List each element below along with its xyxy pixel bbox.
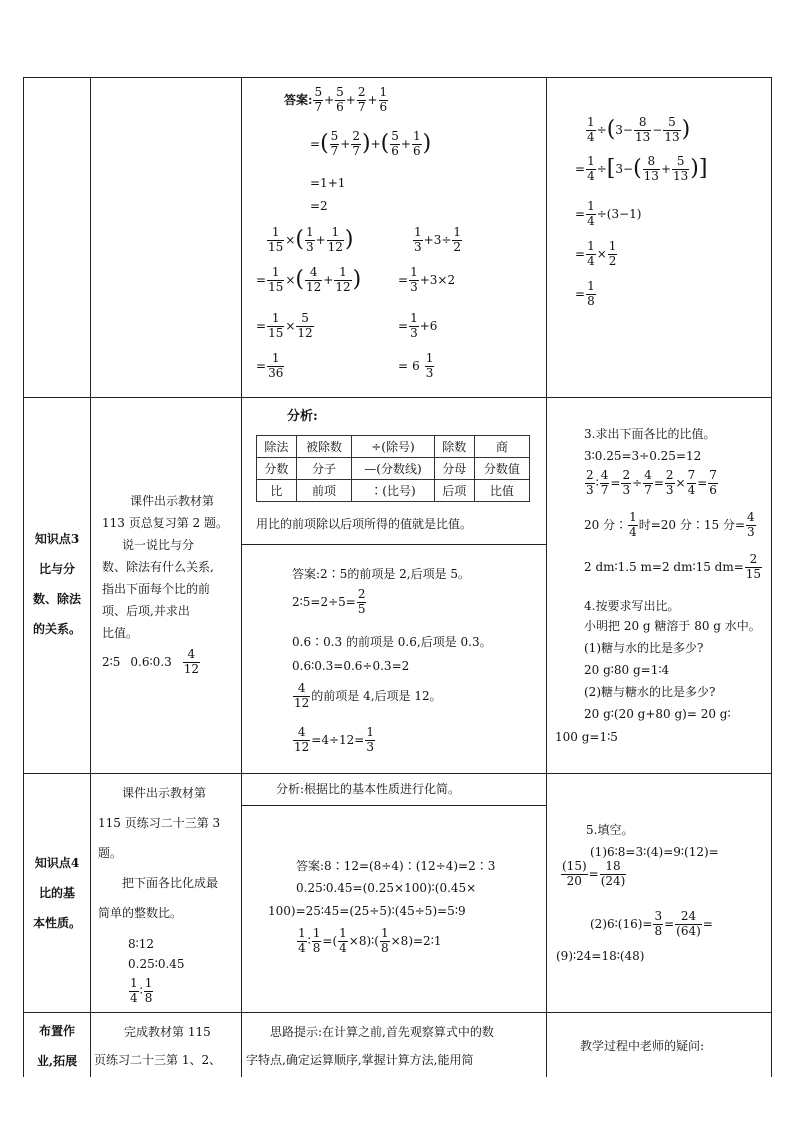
col-divider-1 — [90, 77, 91, 1077]
table-note: 用比的前项除以后项所得的值就是比值。 — [256, 517, 473, 531]
row2-answer-a1: 答案:2∶5的前项是 2,后项是 5。 — [292, 567, 471, 581]
row1-right-line2: = $\frac{1}{4}$ ÷ [ 3− ( $\frac{8}{13}$ + $\frac{5}{13}$ )] — [575, 154, 708, 183]
col-divider-3 — [546, 77, 547, 1077]
row2-right-title: 3.求出下面各比的比值。 — [584, 427, 716, 441]
row3-right-l3: (2)6∶(16)= $\frac{3}{8}$ = $\frac{24}{(64)}$ = — [590, 909, 713, 938]
row-divider-3 — [23, 1012, 772, 1013]
row3-ans3: 100)=25∶45=(25÷5)∶(45÷5)=5∶9 — [268, 904, 466, 918]
row2-analysis-label: 分析: — [287, 409, 318, 424]
row2-examples: 2∶5 0.6∶0.3 $\frac{4}{12}$ — [102, 647, 199, 676]
row1-right-line1: $\frac{1}{4}$ ÷ ( 3− $\frac{8}{13}$ − $\frac{5}{13}$ ) — [587, 115, 691, 144]
table-row: 分数 分子 —(分数线) 分母 分数值 — [257, 458, 530, 480]
row3-right-l4: (9)∶24=18∶(48) — [556, 949, 645, 963]
row-divider-2 — [23, 773, 772, 774]
row1-subB-line4: = 6 $\frac{1}{3}$ — [398, 351, 434, 380]
row-divider-1 — [23, 397, 772, 398]
row3-right-l2: $\frac{(15)}{20}$ = $\frac{18}{(24)}$ — [562, 859, 626, 888]
row2-right-p1: 小明把 20 g 糖溶于 80 g 水中。 — [584, 619, 761, 633]
row1-right-line5: = $\frac{1}{8}$ — [575, 279, 595, 308]
row3-item2: 0.25∶0.45 — [128, 957, 185, 971]
row2-right-r4: 2 dm∶1.5 m=2 dm∶15 dm= $\frac{2}{15}$ — [584, 552, 762, 581]
row2-answer-a2: 2∶5=2÷5= $\frac{2}{5}$ — [292, 587, 366, 616]
row1-subB-line3: = $\frac{1}{3}$ +6 — [398, 311, 438, 340]
row1-right-line3: = $\frac{1}{4}$ ÷(3−1) — [575, 199, 642, 228]
row3-ans2: 0.25∶0.45=(0.25×100)∶(0.45× — [296, 881, 477, 895]
row3-ans1: 答案:8∶12=(8÷4)∶(12÷4)=2∶3 — [296, 859, 496, 873]
row2-right-a2b: 100 g=1∶5 — [555, 730, 618, 744]
row1-subA-line2: = $\frac{1}{15}$ × ( $\frac{4}{12}$ + $\frac{1}{12}$ ) — [256, 265, 362, 294]
sub-divider-row2 — [241, 544, 546, 545]
row2-right-q1: (1)糖与水的比是多少? — [584, 641, 704, 655]
row2-right-a1: 20 g∶80 g=1∶4 — [584, 663, 670, 677]
row2-right-r1: 3∶0.25=3÷0.25=12 — [584, 449, 702, 463]
row1-right-line4: = $\frac{1}{4}$ × $\frac{1}{2}$ — [575, 239, 617, 268]
row2-answer-a4: 0.6∶0.3=0.6÷0.3=2 — [292, 659, 410, 673]
row3-analysis: 分析:根据比的基本性质进行化简。 — [276, 782, 461, 796]
row4-label: 布置作 业,拓展 — [36, 1024, 78, 1068]
row3-knowledge-label: 知识点4 比的基 本性质。 — [32, 856, 81, 930]
table-top-border — [23, 77, 772, 78]
row1-subB-line1: $\frac{1}{3}$ +3÷ $\frac{1}{2}$ — [414, 225, 462, 254]
row4-middle: 思路提示:在计算之前,首先观察算式中的数 字特点,确定运算顺序,掌握计算方法,能用简 — [246, 1025, 494, 1067]
relation-table — [256, 435, 530, 502]
row1-answer-line2: = ( $\frac{5}{7}$ + $\frac{2}{7}$ ) + ( $\frac{5}{6}$ + $\frac{1}{6}$ ) — [310, 129, 432, 158]
row1-subA-line3: = $\frac{1}{15}$ × $\frac{5}{12}$ — [256, 311, 313, 340]
row2-right-q2: (2)糖与糖水的比是多少? — [584, 685, 716, 699]
row2-right-r2: $\frac{2}{3}$ ∶ $\frac{4}{7}$ = $\frac{2}{3}$ ÷ $\frac{4}{7}$ = $\frac{2}{3}$ × $\frac{7}{4}$ = $\frac{7}{6}$ — [586, 468, 717, 497]
col-divider-2 — [241, 77, 242, 1077]
row4-right: 教学过程中老师的疑问: — [580, 1039, 705, 1053]
row2-knowledge-label: 知识点3 比与分 数、除法 的关系。 — [32, 532, 81, 636]
row3-item1: 8∶12 — [128, 937, 155, 951]
answer-label: 答案: — [284, 93, 313, 108]
row2-answer-a5: $\frac{4}{12}$ 的前项是 4,后项是 12。 — [294, 681, 442, 710]
row2-right-title2: 4.按要求写出比。 — [584, 599, 680, 613]
table-row: 除法 被除数 ÷(除号) 除数 商 — [257, 436, 530, 458]
row1-subB-line2: = $\frac{1}{3}$ +3×2 — [398, 265, 456, 294]
table-right-border — [771, 77, 772, 1077]
row2-answer-a3: 0.6∶0.3 的前项是 0.6,后项是 0.3。 — [292, 635, 492, 649]
row3-ans4: $\frac{1}{4}$ ∶ $\frac{1}{8}$ =( $\frac{1}{4}$ ×8)∶( $\frac{1}{8}$ ×8) =2∶1 — [298, 926, 442, 955]
row1-answer-line3: =1+1 — [310, 176, 346, 190]
row1-subA-line1: $\frac{1}{15}$ × ( $\frac{1}{3}$ + $\frac{1}{12}$ ) — [268, 225, 354, 254]
row1-answer-line1: 答案: $\frac{5}{7}$ + $\frac{5}{6}$ + $\frac{2}{7}$ + $\frac{1}{6}$ — [284, 85, 388, 114]
row2-right-r3: 20 分∶ $\frac{1}{4}$ 时=20 分∶15 分= $\frac{4}{3}$ — [584, 510, 755, 539]
row3-left-text: 课件出示教材第 115 页练习二十三第 3 题。 把下面各比化成最 简单的整数比。 — [98, 786, 221, 920]
row1-subA-line4: = $\frac{1}{36}$ — [256, 351, 284, 380]
row1-answer-line4: =2 — [310, 199, 328, 213]
row2-right-a2a: 20 g∶(20 g+80 g)= 20 g∶ — [584, 707, 731, 721]
row2-answer-a6: $\frac{4}{12}$ =4÷12= $\frac{1}{3}$ — [294, 725, 374, 754]
row2-left-text: 课件出示教材第 113 页总复习第 2 题。 说一说比与分 数、除法有什么关系, 指出下面每个比的前 项、后项,并求出 比值。 — [102, 494, 228, 640]
row3-right-l1: (1)6∶8=3∶(4)=9∶(12)= — [590, 845, 719, 859]
row4-left: 完成教材第 115 页练习二十三第 1、2、 — [94, 1025, 222, 1067]
table-row: 比 前项 ∶(比号) 后项 比值 — [257, 480, 530, 502]
row3-right-title: 5.填空。 — [586, 823, 634, 837]
row3-item3: $\frac{1}{4}$ ∶ $\frac{1}{8}$ — [130, 976, 153, 1005]
sub-divider-row3 — [241, 805, 546, 806]
